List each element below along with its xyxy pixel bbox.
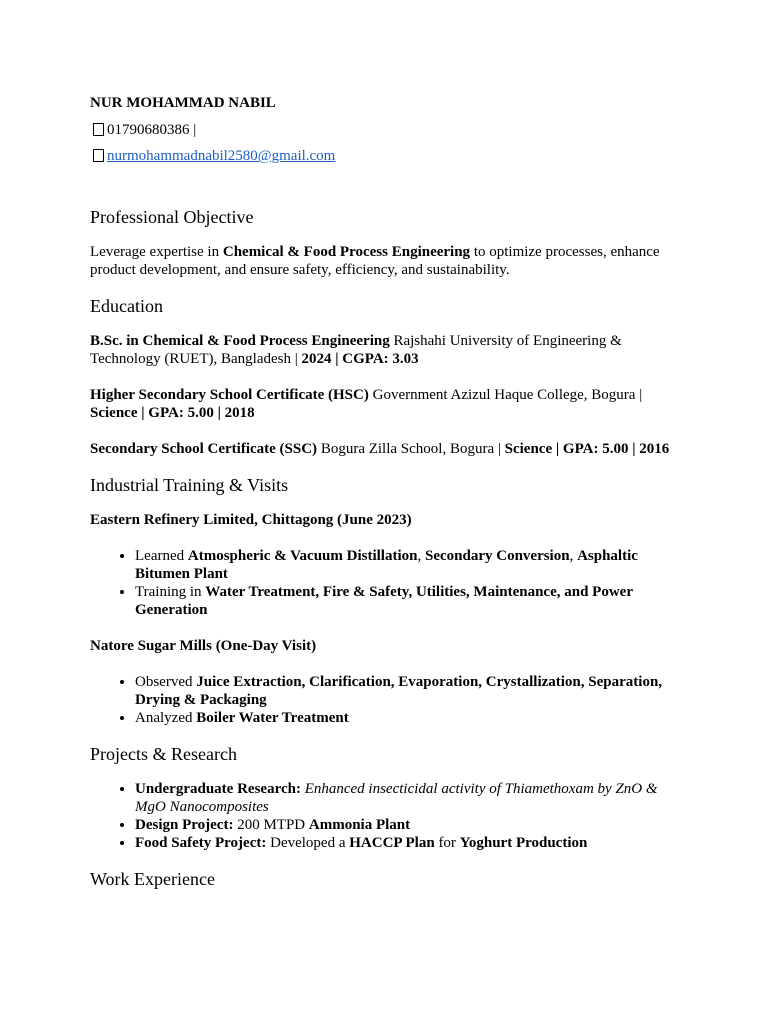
projects-list bbox=[90, 780, 682, 852]
education-hsc: Higher Secondary School Certificate (HSC) Government Azizul Haque College, Bogura | Science | GPA: 5.00 | 2018 bbox=[90, 387, 643, 421]
list-item: • Observed Juice Extraction, Clarification, Evaporation, Crystallization, Separation, Drying & Packaging bbox=[135, 673, 682, 709]
education-bsc: B.Sc. in Chemical & Food Process Engineering Rajshahi University of Engineering & Technology (RUET), Bangladesh | 2024 | CGPA: 3.03 bbox=[90, 333, 622, 367]
objective-text: Leverage expertise in Chemical & Food Process Engineering to optimize processes, enhance product development, and ensure safety, efficiency, and sustainability. bbox=[90, 244, 660, 278]
list-item: • Undergraduate Research: Enhanced insecticidal activity of Thiamethoxam by ZnO & MgO Nanocomposites bbox=[135, 780, 682, 816]
training-sugar-title: Natore Sugar Mills (One-Day Visit) bbox=[90, 638, 317, 654]
work-heading: Work Experience bbox=[90, 869, 215, 889]
training-erl-list bbox=[90, 547, 682, 619]
envelope-icon bbox=[93, 149, 104, 162]
candidate-name: NUR MOHAMMAD NABIL bbox=[90, 95, 276, 111]
projects-heading: Projects & Research bbox=[90, 744, 237, 764]
objective-heading: Professional Objective bbox=[90, 207, 254, 227]
email-line bbox=[93, 147, 682, 165]
phone-number: 01790680386 | bbox=[107, 122, 197, 138]
education-heading: Education bbox=[90, 296, 163, 316]
email-link[interactable]: nurmohammadnabil2580@gmail.com bbox=[107, 148, 336, 164]
phone-icon bbox=[93, 123, 104, 136]
list-item: • Learned Atmospheric & Vacuum Distillation, Secondary Conversion, Asphaltic Bitumen Plant bbox=[135, 547, 682, 583]
list-item: • Training in Water Treatment, Fire & Safety, Utilities, Maintenance, and Power Generation bbox=[135, 583, 682, 619]
list-item: • Design Project: 200 MTPD Ammonia Plant bbox=[135, 816, 682, 834]
training-heading: Industrial Training & Visits bbox=[90, 475, 289, 495]
education-ssc: Secondary School Certificate (SSC) Bogura Zilla School, Bogura | Science | GPA: 5.00 | 2016 bbox=[90, 441, 670, 457]
phone-line bbox=[93, 121, 682, 139]
resume-page bbox=[90, 94, 682, 890]
list-item: • Analyzed Boiler Water Treatment bbox=[135, 709, 682, 727]
training-erl-title: Eastern Refinery Limited, Chittagong (June 2023) bbox=[90, 512, 412, 528]
list-item: • Food Safety Project: Developed a HACCP Plan for Yoghurt Production bbox=[135, 834, 682, 852]
training-sugar-list bbox=[90, 673, 682, 727]
